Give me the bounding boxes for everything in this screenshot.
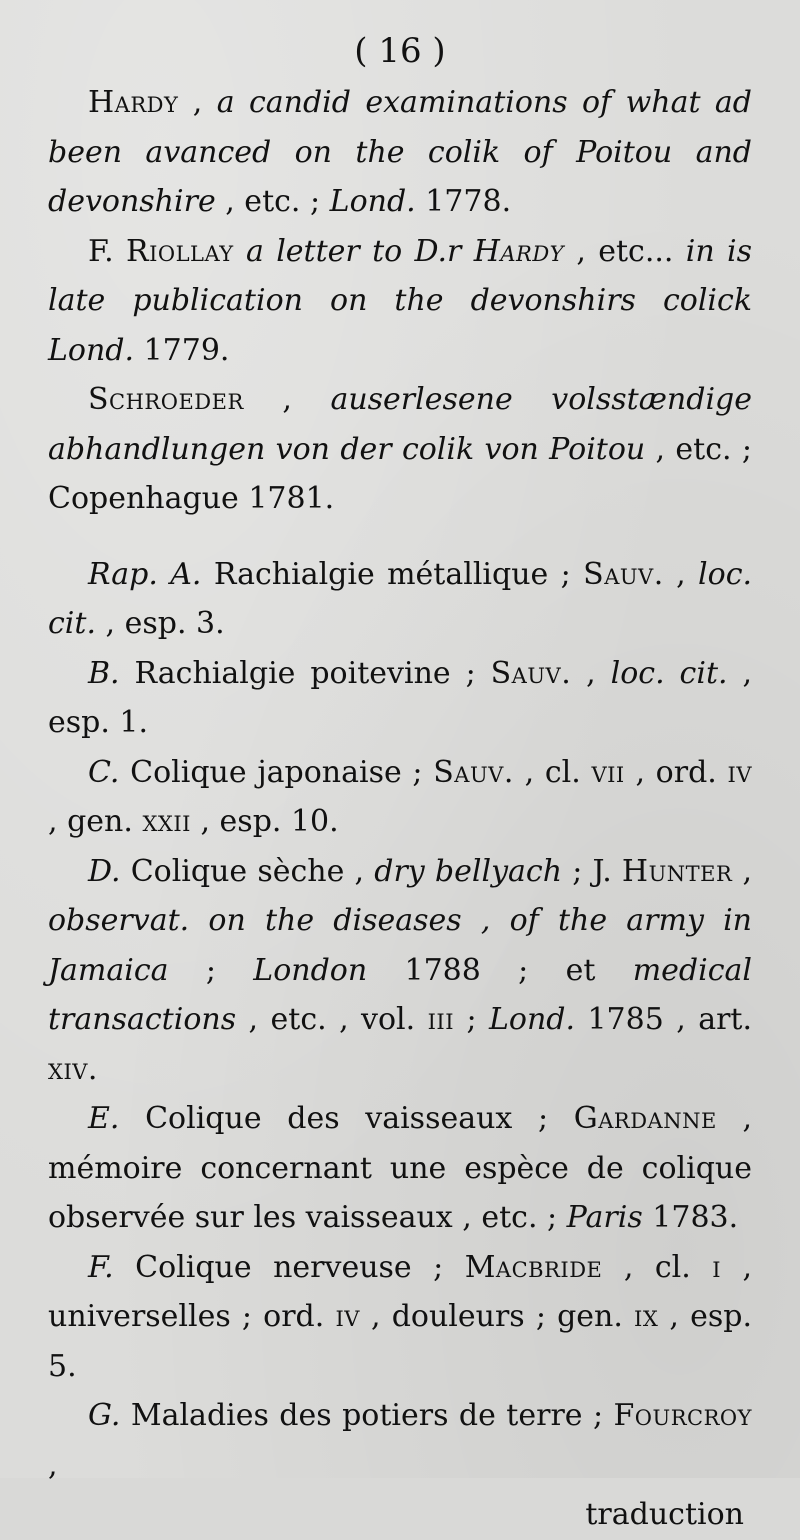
entry-text-segment: F. [88,233,126,269]
entry-text-segment: , esp. 5. [48,1299,752,1384]
entry-text-segment: Sauv. [490,655,572,691]
entry-text-segment: , [732,853,753,889]
entry-text-segment: , douleurs ; gen. [359,1299,635,1334]
entry-text-segment: 1783. [642,1200,739,1235]
entry-text-segment: F. [88,1249,114,1285]
entry-text-segment: , etc. ; [215,184,330,219]
entry-text-segment: , mémoire concernant une espèce de colique observée sur les vaisseaux , etc. ; [48,1101,752,1235]
entry-text-segment: medical transactions [48,952,752,1037]
entry-text-segment: iv [335,1299,360,1334]
entry-text-segment: Colique des vaisseaux ; [119,1101,574,1136]
entry-text-segment: Hunter [621,853,733,889]
entry-text-segment: Fourcroy [613,1398,752,1433]
entry-text-segment: , [48,1447,58,1483]
entry-text-segment: i [712,1249,722,1285]
entry-text-segment: in is late publication on the devonshirs colick Lond. [48,233,752,368]
entry-text-segment: a candid examinations of what ad been avanced on the colik of Poitou and devonshire [48,85,753,219]
catchword: traduction [585,1497,744,1532]
entry-text-segment: Colique japonaise ; [119,754,434,790]
entry-text-segment: Riollay [126,233,234,269]
entry-text-segment: vii [591,754,625,790]
entry-e [48,1094,752,1243]
entry-text-segment: dry bellyach [374,853,563,889]
entry-hardy [48,78,752,227]
entry-text-segment: 1778. [415,184,512,219]
entry-rap-a [48,550,752,649]
entry-text-segment: , [178,85,217,120]
entry-b [48,649,752,748]
entry-text-segment: observat. on the diseases , of the army in Jamaica [48,903,752,988]
entry-g [48,1391,752,1490]
entry-text-segment: C. [88,754,120,790]
entry-text-segment: ; J. [562,853,622,889]
entry-riollay [48,227,752,376]
entry-text-segment: Colique sèche , [120,853,375,889]
entry-text-segment: ; [168,952,254,988]
entry-text-segment: loc. cit. [48,556,753,641]
entry-schroeder [48,375,752,524]
page-number: ( 16 ) [354,31,446,71]
entry-text-segment: Rachialgie poitevine ; [119,655,491,691]
entry-text-segment: Rachialgie métallique ; [201,556,584,592]
entry-text-segment: Lond. [329,184,416,219]
entry-text-segment: 1788 ; et [367,952,633,988]
entry-text-segment: , ord. [624,754,728,790]
entry-text-segment: Lond. [488,1002,576,1037]
entry-c [48,748,752,847]
entry-text-segment: iv [727,754,753,790]
entry-text-segment: Maladies des potiers de terre ; [120,1398,614,1433]
entry-text-segment: 1779. [134,332,230,368]
entry-text-segment: . [87,1051,98,1087]
entry-text-segment: , gen. [48,804,143,839]
entry-text-segment: Hardy [473,233,565,269]
entry-text-segment: Macbride [464,1249,603,1285]
entry-text-segment: Colique nerveuse ; [113,1249,465,1285]
entry-text-segment: E. [88,1101,120,1136]
entry-text-segment: Rap. A. [88,556,202,592]
entry-text-segment: , cl. [513,754,592,790]
entry-text-segment: Gardanne [573,1101,717,1136]
entry-text-segment: , etc. ; Copenhague 1781. [48,431,753,516]
entry-text-segment: D. [88,853,121,889]
entry-text-segment: , etc... [564,233,686,269]
entry-text-segment: , [571,655,611,691]
entry-text-segment: a letter to D.r [233,233,474,269]
entry-text-segment: Sauv. [433,754,514,790]
entry-d [48,847,752,1095]
entry-text-segment: , [243,382,331,417]
entry-text-segment: London [253,952,368,988]
entry-text-segment: , esp. 1. [48,655,753,740]
entry-text-segment: , esp. 10. [190,804,339,839]
entry-text-segment: , [663,556,699,592]
entry-text-segment: , esp. 3. [96,606,225,641]
entry-text-segment: , etc. , vol. [236,1002,428,1037]
entry-text-segment: Sauv. [583,556,664,592]
entry-text-segment: 1785 , art. [575,1002,753,1037]
entry-text-segment: , cl. [602,1249,713,1285]
entry-text-segment: ; [454,1002,489,1037]
entry-text-segment: ix [634,1299,659,1334]
entry-text-segment: auserlesene volsstændige abhandlungen von der colik von Poitou [48,382,752,467]
bibliography-list [48,78,752,1490]
entry-f [48,1243,752,1392]
entry-text-segment: , universelles ; ord. [48,1249,753,1334]
entry-text-segment: G. [88,1398,121,1433]
entry-text-segment: Hardy [88,85,179,120]
entry-text-segment: xxii [142,804,191,839]
entry-text-segment: Paris [566,1200,643,1235]
entry-text-segment: xiv [48,1051,88,1087]
entry-text-segment: iii [427,1002,455,1037]
entry-text-segment: loc. cit. [610,655,728,691]
entry-text-segment: B. [88,655,120,691]
entry-text-segment: Schroeder [88,382,244,417]
